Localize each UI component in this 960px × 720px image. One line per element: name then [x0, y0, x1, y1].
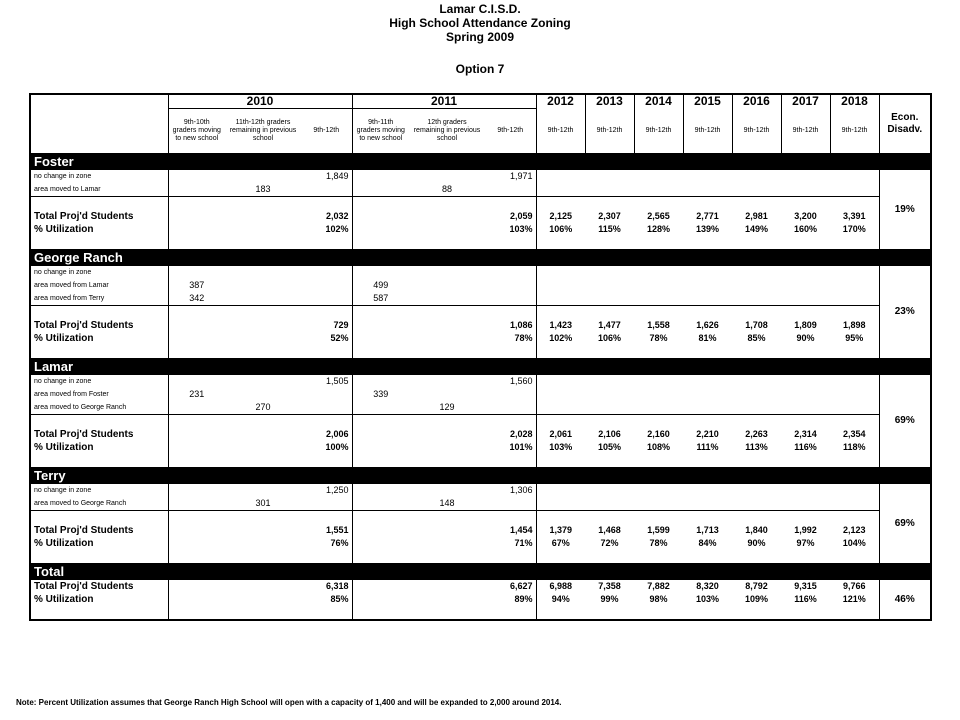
sub-2010-remaining: 11th-12th graders remaining in previous school	[229, 118, 297, 142]
sub-2016: 9th-12th	[732, 109, 781, 153]
year-2012: 2012	[536, 94, 585, 109]
table-row: no change in zone 1,250 1,306 69%	[30, 484, 931, 497]
table-row: area moved from Foster 231 339	[30, 388, 931, 401]
econ-total: 46%	[879, 580, 931, 620]
sub-2018: 9th-12th	[830, 109, 879, 153]
table-row: no change in zone 1,505 1,560 69%	[30, 375, 931, 388]
year-2011: 2011	[352, 94, 536, 109]
table-row: area moved from Lamar 387 499	[30, 279, 931, 292]
table-row: Total Proj'd Students 729 1,086 1,423 1,477 1,558 1,626 1,708 1,809 1,898	[30, 319, 931, 332]
section-lamar: Lamar	[30, 358, 931, 375]
year-2015: 2015	[683, 94, 732, 109]
sub-2014: 9th-12th	[634, 109, 683, 153]
table-row: no change in zone 1,849 1,971 19%	[30, 170, 931, 183]
year-header-row	[30, 94, 931, 109]
section-george-ranch: George Ranch	[30, 249, 931, 266]
zoning-table	[29, 93, 932, 621]
econ-george-ranch: 23%	[879, 266, 931, 358]
sub-2011-total: 9th-12th	[485, 109, 536, 153]
year-2014: 2014	[634, 94, 683, 109]
sub-2017: 9th-12th	[781, 109, 830, 153]
table-row: Total Proj'd Students 1,551 1,454 1,379 1,468 1,599 1,713 1,840 1,992 2,123	[30, 524, 931, 537]
sub-2010-moving: 9th-10th graders moving to new school	[172, 118, 221, 142]
table-row: % Utilization 100% 101% 103% 105% 108% 111% 113% 116% 118%	[30, 441, 931, 454]
table-row: Total Proj'd Students 6,318 6,627 6,988 7,358 7,882 8,320 8,792 9,315 9,766 46%	[30, 580, 931, 593]
document-title: High School Attendance Zoning	[389, 16, 571, 30]
footnote: Note: Percent Utilization assumes that George Ranch High School will open with a capacity of 1,400 and will be expanded to 2,000 around 2014.	[16, 698, 562, 707]
year-2016: 2016	[732, 94, 781, 109]
district-title: Lamar C.I.S.D.	[439, 2, 521, 16]
year-2010: 2010	[168, 94, 352, 109]
econ-terry: 69%	[879, 484, 931, 563]
section-total: Total	[30, 563, 931, 580]
table-row: Total Proj'd Students 2,032 2,059 2,125 2,307 2,565 2,771 2,981 3,200 3,391	[30, 210, 931, 223]
table-row: Total Proj'd Students 2,006 2,028 2,061 2,106 2,160 2,210 2,263 2,314 2,354	[30, 428, 931, 441]
year-2017: 2017	[781, 94, 830, 109]
sub-2012: 9th-12th	[536, 109, 585, 153]
section-terry: Terry	[30, 467, 931, 484]
sub-2010-total: 9th-12th	[301, 109, 352, 153]
year-2013: 2013	[585, 94, 634, 109]
econ-foster: 19%	[879, 170, 931, 249]
option-label: Option 7	[455, 62, 505, 76]
document-date: Spring 2009	[445, 30, 515, 44]
table-row: area moved to Lamar 183 88	[30, 183, 931, 197]
section-foster: Foster	[30, 153, 931, 170]
econ-lamar: 69%	[879, 375, 931, 467]
sub-2015: 9th-12th	[683, 109, 732, 153]
year-2018: 2018	[830, 94, 879, 109]
table-row: area moved to George Ranch 301 148	[30, 497, 931, 511]
table-row: no change in zone 23%	[30, 266, 931, 279]
table-row: area moved from Terry 342 587	[30, 292, 931, 306]
table-row: % Utilization 76% 71% 67% 72% 78% 84% 90% 97% 104%	[30, 537, 931, 550]
sub-2013: 9th-12th	[585, 109, 634, 153]
table-row: area moved to George Ranch 270 129	[30, 401, 931, 415]
table-row: % Utilization 102% 103% 106% 115% 128% 139% 149% 160% 170%	[30, 223, 931, 236]
sub-2011-remaining: 12th graders remaining in previous school	[413, 118, 481, 142]
sub-2011-moving: 9th-11th graders moving to new school	[356, 118, 405, 142]
table-row: % Utilization 52% 78% 102% 106% 78% 81% 85% 90% 95%	[30, 332, 931, 345]
econ-disadv-header: Econ. Disadv.	[887, 111, 923, 135]
table-row: % Utilization 85% 89% 94% 99% 98% 103% 109% 116% 121%	[30, 593, 931, 606]
